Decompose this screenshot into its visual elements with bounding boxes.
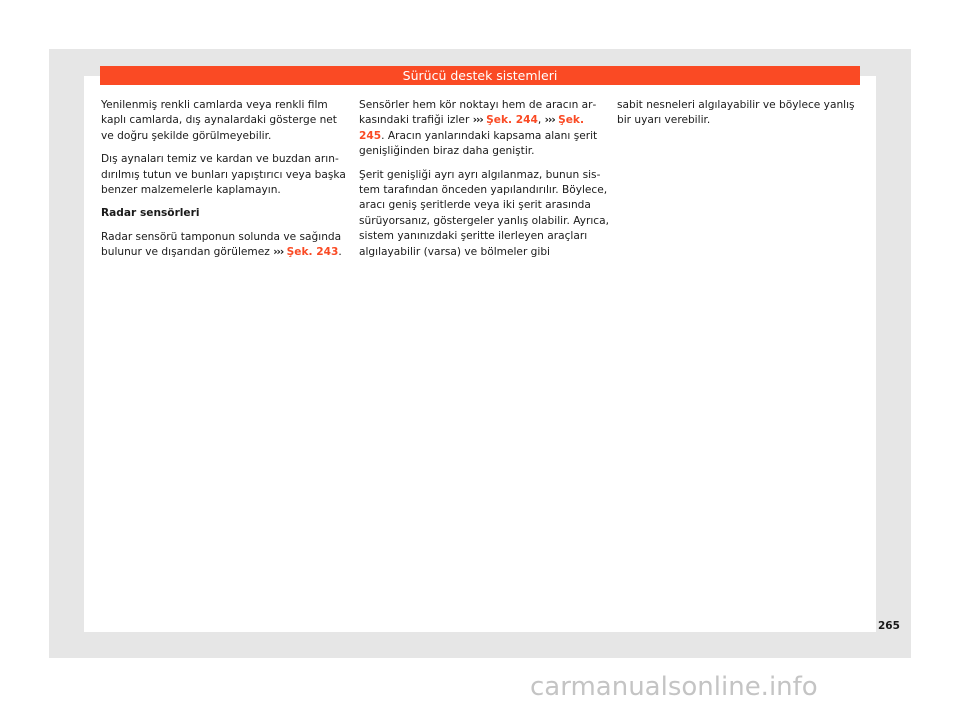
separator-text: , [537, 114, 545, 127]
column-2 [359, 98, 609, 268]
reference-arrows-icon: ››› [472, 114, 483, 127]
figure-reference-link[interactable]: Şek. 245 [359, 114, 584, 142]
column-3 [617, 98, 867, 137]
paragraph-text: . Aracın yanlarındaki kapsama alanı şerit genişliğinden biraz daha geniştir. [359, 129, 598, 158]
paragraph: Dış aynaları temiz ve kardan ve buzdan arındırılmış tutun ve bunları yapıştırıcı veya başka benzer malzemelerle kaplamayın. [101, 153, 346, 197]
paragraph: Şerit genişliği ayrı ayrı algılanmaz, bunun sistem tarafından önceden yapılandırılır. Böylece, aracı geniş şeritlerde veya iki şerit arasında sürüyorsanız, göstergeler yanlış olabilir. Ayrıca, sistem yanınızdaki şeritte ilerleyen araçları algılayabilir (varsa) ve bölmeler gibi [359, 168, 609, 258]
subheading-radar-sensors: Radar sensörleri [101, 207, 200, 220]
page-number: 265 [878, 620, 900, 632]
paragraph [101, 230, 351, 261]
paragraph-text: Sensörler hem kör noktayı hem de aracın arkasındaki trafiği izler [359, 99, 597, 127]
reference-arrows-icon: ››› [273, 246, 284, 259]
figure-reference-link[interactable]: Şek. 244 [486, 114, 538, 127]
paragraph: sabit nesneleri algılayabilir ve böylece yanlış bir uyarı verebilir. [617, 99, 855, 127]
paragraph-text: Radar sensörü tamponun solunda ve sağında bulunur ve dışarıdan görülemez [101, 230, 342, 259]
section-header [100, 66, 860, 85]
paragraph-text: . [338, 246, 342, 259]
paragraph [359, 98, 609, 160]
paragraph: Yenilenmiş renkli camlarda veya renkli film kaplı camlarda, dış aynalardaki gösterge net ve doğru şekilde görülmeyebilir. [101, 99, 337, 142]
reference-arrows-icon: ››› [544, 114, 555, 127]
figure-reference-link[interactable]: Şek. 243 [286, 246, 339, 259]
column-1 [101, 98, 351, 269]
watermark: carmanualsonline.info [530, 672, 818, 702]
section-title: Sürücü destek sistemleri [402, 68, 558, 83]
